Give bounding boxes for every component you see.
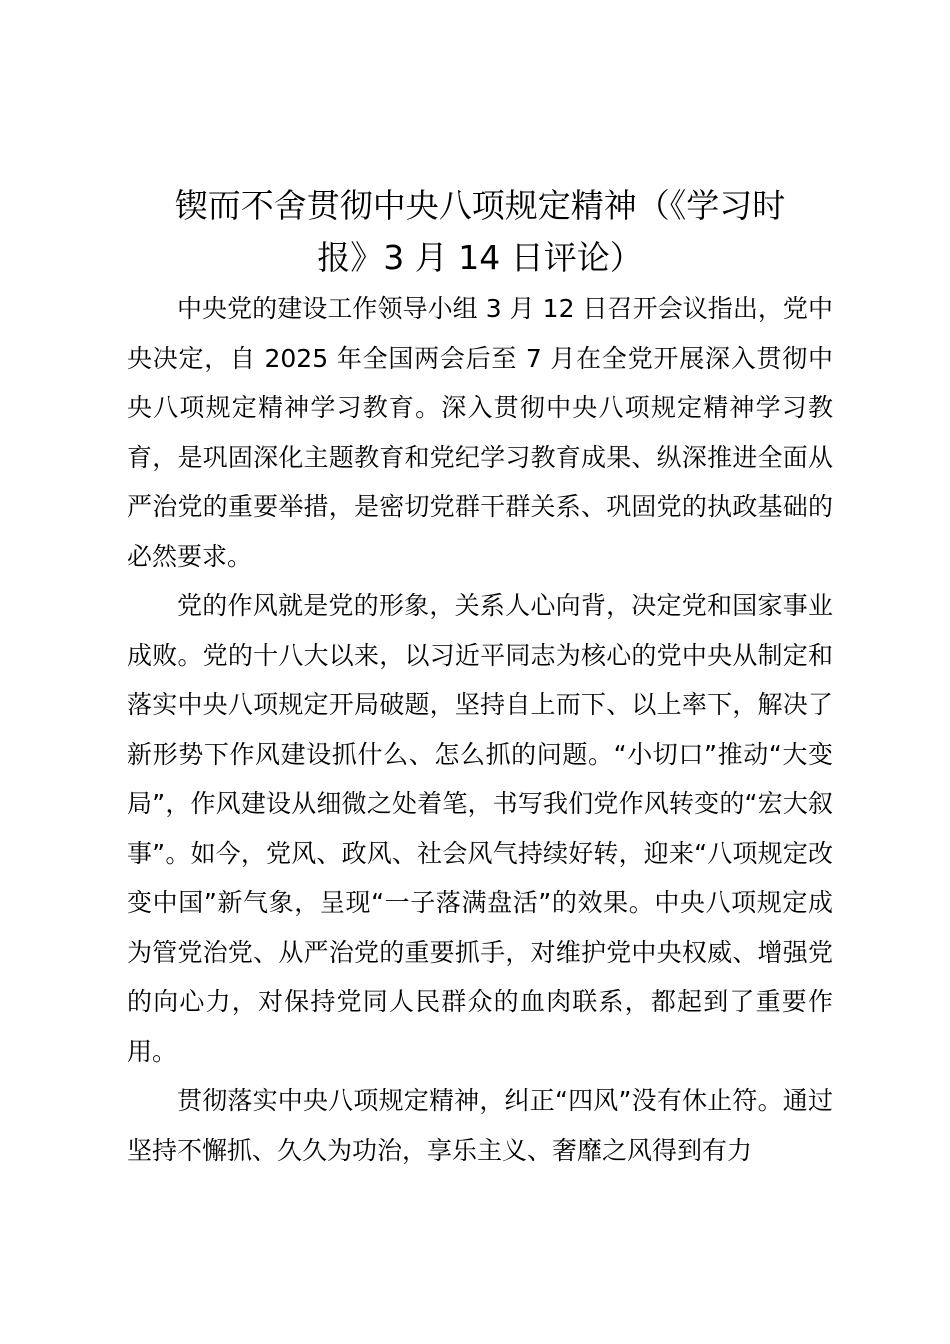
paragraph-1: 中央党的建设工作领导小组 3 月 12 日召开会议指出，党中央决定，自 2025 年全国两会后至 7 月在全党开展深入贯彻中央八项规定精神学习教育。深入贯彻中央八项规定精神学习教育，是巩固深化主题教育和党纪学习教育成果、纵深推进全面从严治党的重要举措，是密切党群干群关系、巩固党的执政基础的必然要求。: [127, 294, 833, 571]
paragraph-2: 党的作风就是党的形象，关系人心向背，决定党和国家事业成败。党的十八大以来，以习近平同志为核心的党中央从制定和落实中央八项规定开局破题，坚持自上而下、以上率下，解决了新形势下作风建设抓什么、怎么抓的问题。“小切口”推动“大变局”，作风建设从细微之处着笔，书写我们党作风转变的“宏大叙事”。如今，党风、政风、社会风气持续好转，迎来“八项规定改变中国”新气象，呈现“一子落满盘活”的效果。中央八项规定成为管党治党、从严治党的重要抓手，对维护党中央权威、增强党的向心力，对保持党同人民群众的血肉联系，都起到了重要作用。: [127, 591, 833, 1066]
document-page: [127, 180, 833, 1175]
document-title: [127, 180, 833, 284]
title-line-2: 报》3 月 14 日评论）: [317, 238, 643, 277]
title-line-1: 锲而不舍贯彻中央八项规定精神（《学习时: [174, 186, 786, 225]
paragraph-3: 贯彻落实中央八项规定精神，纠正“四风”没有休止符。通过坚持不懈抓、久久为功治，享乐主义、奢靡之风得到有力: [127, 1086, 833, 1165]
